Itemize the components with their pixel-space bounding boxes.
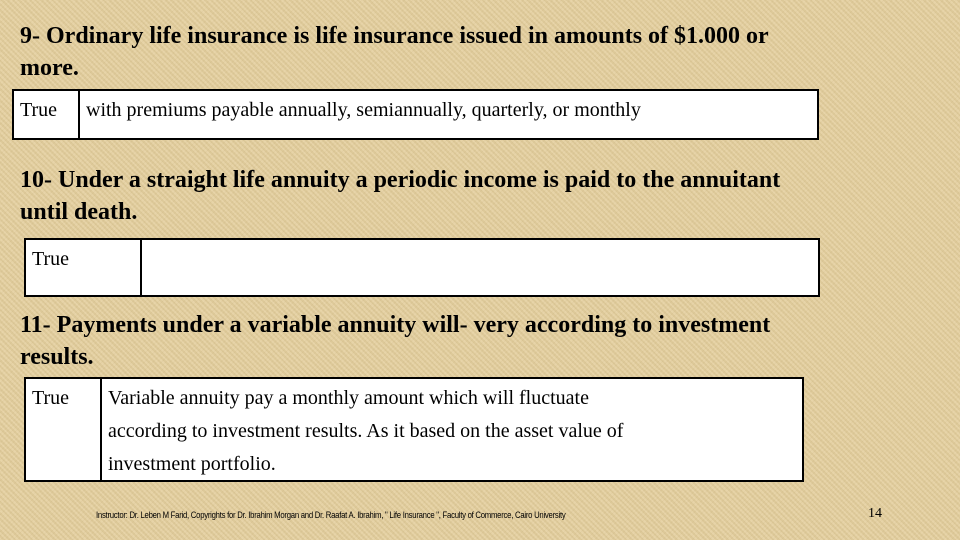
- answer-box-11: [24, 377, 804, 482]
- question-10: [20, 164, 925, 228]
- question-11-line1: 11- Payments under a variable annuity will- very according to investment: [20, 312, 771, 338]
- question-9-line1: 9- Ordinary life insurance is life insurance issued in amounts of $1.000 or: [20, 23, 769, 49]
- answer-box-9: [12, 89, 819, 140]
- answer-11-explanation: [102, 379, 623, 480]
- question-9: [20, 20, 925, 84]
- question-11: [20, 309, 925, 373]
- answer-11-explanation-line1: Variable annuity pay a monthly amount which will fluctuate: [108, 387, 589, 409]
- page-number: 14: [868, 506, 882, 521]
- answer-10-explanation: [142, 240, 148, 295]
- answer-11-explanation-line2: according to investment results. As it based on the asset value of: [108, 420, 624, 442]
- question-10-line1: 10- Under a straight life annuity a periodic income is paid to the annuitant: [20, 167, 781, 193]
- question-11-line2: results.: [20, 344, 94, 370]
- answer-10-label: True: [26, 240, 142, 295]
- question-9-line2: more.: [20, 55, 79, 81]
- answer-9-explanation: with premiums payable annually, semiannually, quarterly, or monthly: [86, 99, 641, 121]
- answer-11-explanation-line3: investment portfolio.: [108, 453, 276, 475]
- answer-box-10: [24, 238, 820, 297]
- question-10-line2: until death.: [20, 199, 138, 225]
- answer-9-label: True: [14, 91, 80, 138]
- footer-credits: Instructor: Dr. Leben M Farid, Copyrights for Dr. Ibrahim Morgan and Dr. Raafat A. Ibrahim, " Life Insurance ", Faculty of Commerce, Cairo University: [96, 510, 566, 520]
- answer-11-label: True: [26, 379, 102, 480]
